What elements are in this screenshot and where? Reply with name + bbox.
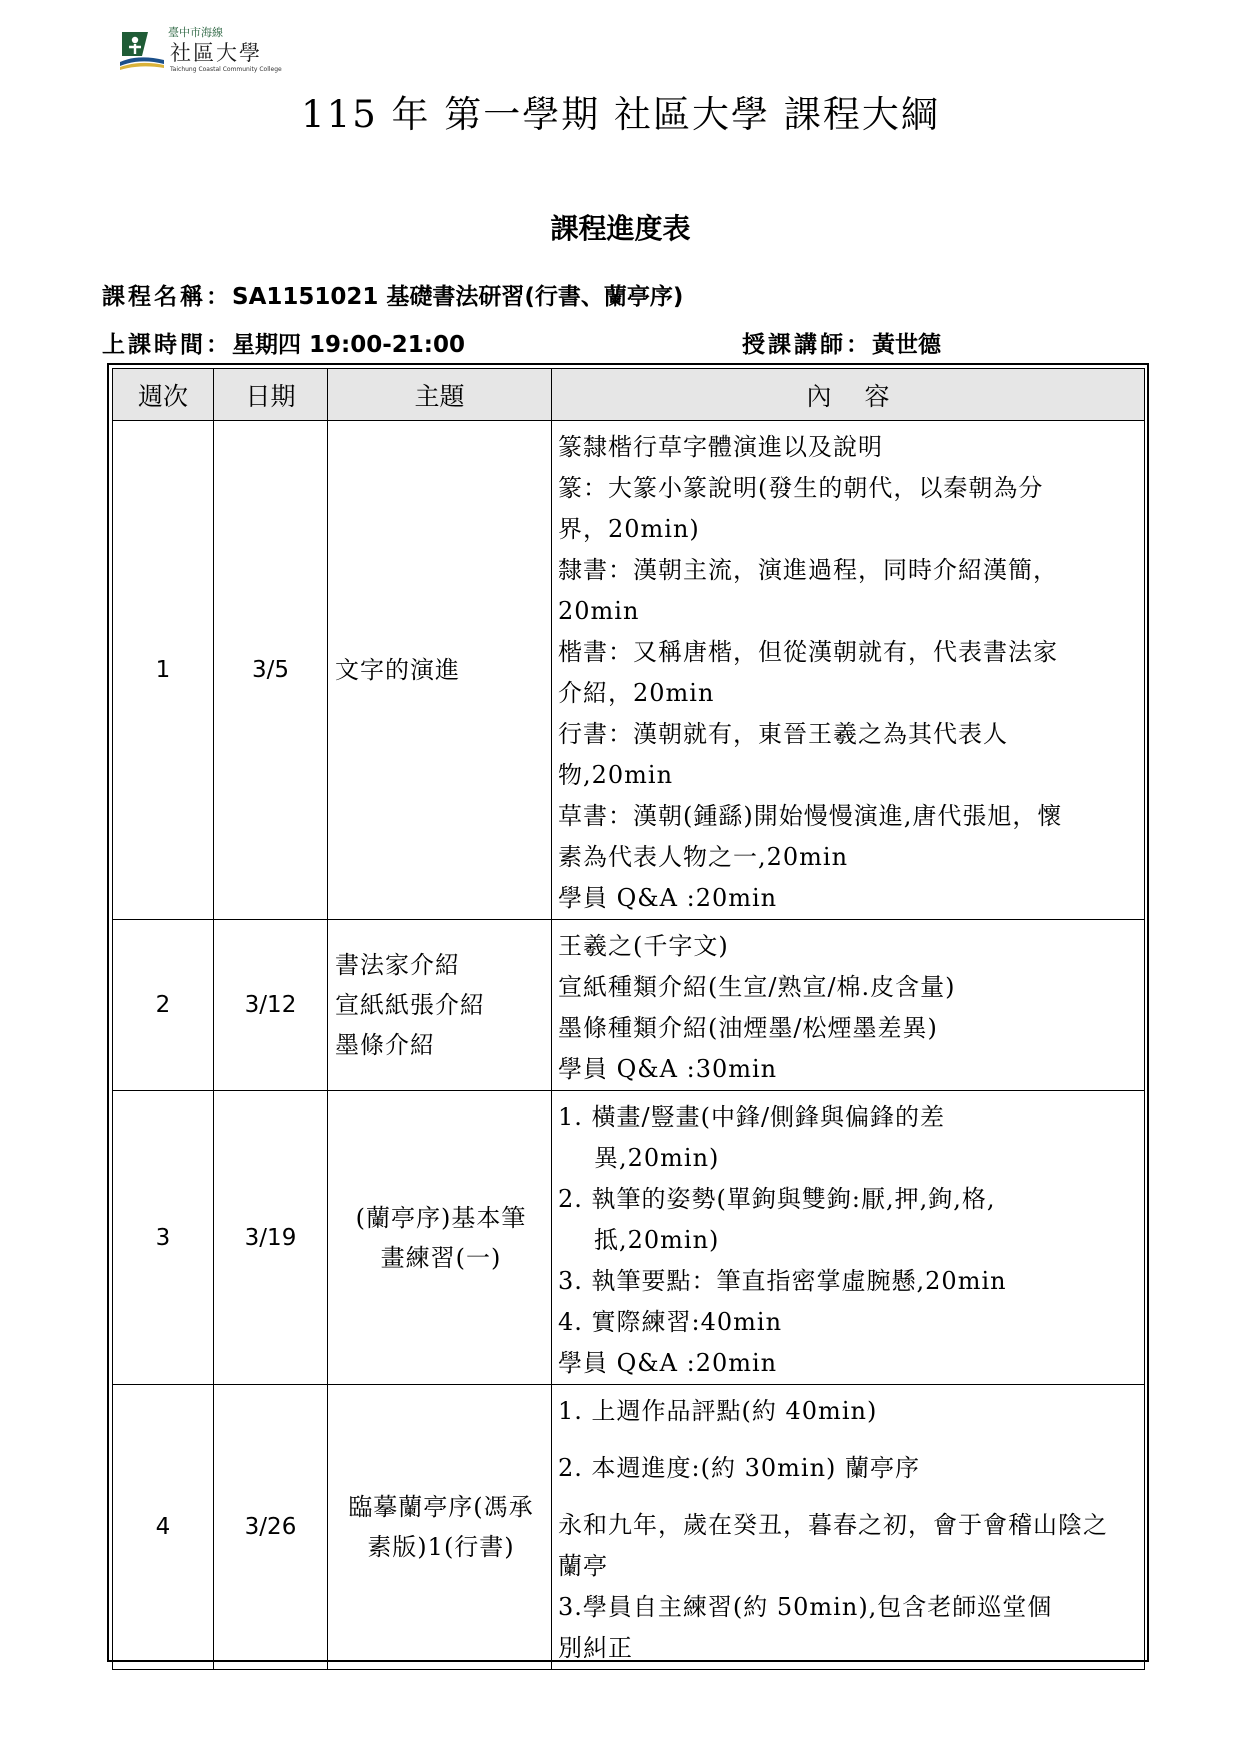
content-cell [552,421,1145,920]
topic-cell [328,1385,552,1670]
content-cell [552,920,1145,1091]
topic-line: 書法家介紹 [335,951,460,979]
topic-line: 畫練習(一) [380,1243,502,1272]
content-line: 20min [558,597,640,625]
date-cell: 3/26 [214,1385,328,1670]
course-name-label: 課程名稱： [102,284,232,310]
schedule-table [112,368,1145,1670]
week-cell: 2 [113,920,214,1091]
content-line: 物,20min [558,761,674,789]
content-line: 學員 Q&A :20min [558,884,778,912]
schedule-title: 課程進度表 [550,212,691,245]
content-line: 王羲之(千字文) [558,932,729,960]
content-line: 學員 Q&A :20min [558,1349,778,1377]
week-cell: 4 [113,1385,214,1670]
date-cell: 3/12 [214,920,328,1091]
logo-main-text: 社區大學 [170,41,262,65]
content-line: 異,20min) [594,1144,720,1172]
topic-line: (蘭亭序)基本筆 [355,1203,527,1232]
content-line: 學員 Q&A :30min [558,1055,778,1083]
header-topic: 主題 [328,369,552,421]
topic-line: 素版)1(行書) [367,1533,515,1561]
topic-cell [328,1091,552,1385]
logo-top-text: 臺中市海線 [168,26,223,39]
topic-cell [328,920,552,1091]
content-line: 抵,20min) [594,1226,720,1254]
course-name-row [102,278,683,311]
logo-english-text: Taichung Coastal Community College [170,66,282,73]
content-cell [552,1091,1145,1385]
content-line: 篆隸楷行草字體演進以及說明 [558,433,883,461]
teacher-value: 黃世德 [872,332,941,358]
content-line: 介紹，20min [558,679,715,707]
topic-line: 臨摹蘭亭序(馮承 [348,1493,534,1521]
content-line: 界，20min) [558,515,700,543]
teacher-label: 授課講師： [742,332,872,358]
table-row [113,920,1145,1091]
teacher-row [742,326,941,359]
week-cell: 3 [113,1091,214,1385]
class-time-label: 上課時間： [102,332,232,358]
topic-line: 文字的演進 [335,656,460,684]
week-cell: 1 [113,421,214,920]
content-line: 宣紙種類介紹(生宣/熟宣/棉.皮含量) [558,973,956,1001]
content-line: 素為代表人物之一,20min [558,843,849,871]
date-cell: 3/19 [214,1091,328,1385]
content-line: 1. 上週作品評點(約 40min) [558,1397,878,1425]
header-content: 內 容 [552,369,1145,421]
table-row [113,421,1145,920]
content-line: 蘭亭 [558,1552,608,1580]
document-title: 115 年 第一學期 社區大學 課程大綱 [301,93,940,136]
content-line: 墨條種類介紹(油煙墨/松煙墨差異) [558,1014,938,1042]
content-line: 2. 執筆的姿勢(單鉤與雙鉤:厭,押,鉤,格, [558,1185,996,1213]
content-line: 1. 橫畫/豎畫(中鋒/側鋒與偏鋒的差 [558,1103,946,1131]
college-logo [118,22,298,78]
content-line: 3. 執筆要點：筆直指密掌虛腕懸,20min [558,1267,1007,1295]
content-line: 行書：漢朝就有，東晉王羲之為其代表人 [558,720,1008,748]
content-line: 2. 本週進度:(約 30min) 蘭亭序 [558,1454,921,1482]
table-header-row [113,369,1145,421]
content-line: 3.學員自主練習(約 50min),包含老師巡堂個 [558,1593,1053,1621]
class-time-row [102,326,465,359]
header-week: 週次 [113,369,214,421]
class-time-value: 星期四 19:00-21:00 [232,332,465,358]
topic-cell [328,421,552,920]
header-date: 日期 [214,369,328,421]
date-cell: 3/5 [214,421,328,920]
content-line: 隸書：漢朝主流，演進過程，同時介紹漢簡， [558,556,1058,584]
schedule-table-frame [107,363,1149,1662]
content-line: 草書：漢朝(鍾繇)開始慢慢演進,唐代張旭，懷 [558,802,1063,830]
content-line: 楷書：又稱唐楷，但從漢朝就有，代表書法家 [558,638,1058,666]
topic-line: 墨條介紹 [335,1031,435,1059]
content-line: 永和九年，歲在癸丑，暮春之初，會于會稽山陰之 [558,1511,1108,1539]
logo-emblem-icon [118,26,166,72]
table-row [113,1385,1145,1670]
topic-line: 宣紙紙張介紹 [335,991,485,1019]
content-line: 別糾正 [558,1634,633,1662]
table-row [113,1091,1145,1385]
content-cell [552,1385,1145,1670]
content-line: 4. 實際練習:40min [558,1308,783,1336]
content-line: 篆：大篆小篆說明(發生的朝代，以秦朝為分 [558,474,1044,502]
course-name-value: SA1151021 基礎書法研習(行書、蘭亭序) [232,284,684,310]
